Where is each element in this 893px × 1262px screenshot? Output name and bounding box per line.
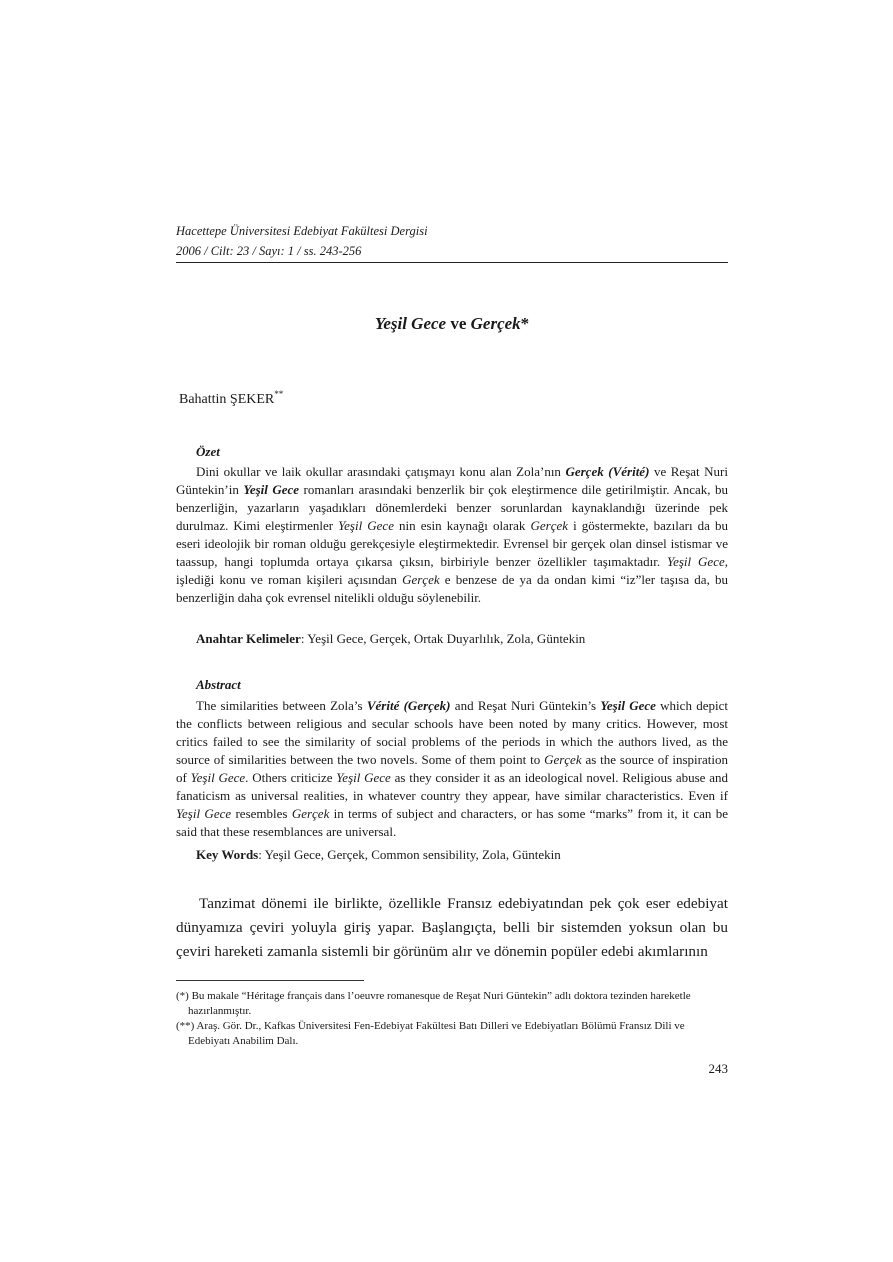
abstract-keywords-list: : Yeşil Gece, Gerçek, Common sensibility, Zola, Güntekin bbox=[258, 847, 561, 862]
author-footnote-mark: ** bbox=[274, 389, 284, 399]
abstract-text: and Reşat Nuri Güntekin’s bbox=[450, 698, 601, 713]
ozet-text: nin esin kaynağı olarak bbox=[393, 518, 531, 533]
abstract-paragraph bbox=[176, 697, 728, 841]
abstract-heading: Abstract bbox=[196, 677, 241, 692]
abstract-text: as they consider it as an ideological novel. Religious abuse and fanaticism as universal realities, in whatever country they appear, have similar characteristics. Even if bbox=[176, 770, 728, 803]
author-name: Bahattin ŞEKER bbox=[179, 392, 275, 407]
abstract-text: in terms of subject and characters, or has some “marks” from it, it can be said that these resemblances are universal. bbox=[176, 806, 729, 839]
ozet-text: , işlediği konu ve roman kişileri açısından bbox=[176, 554, 728, 587]
abstract-text: resembles bbox=[231, 806, 292, 821]
article-title bbox=[176, 314, 728, 334]
footnote-1: (*) Bu makale “Héritage français dans l’oeuvre romanesque de Reşat Nuri Güntekin” adlı doktora tezinden hareketle hazırlanmıştır. bbox=[176, 990, 691, 1017]
title-connector: ve bbox=[446, 314, 471, 333]
author-line bbox=[179, 389, 283, 408]
abstract-title-ref: Yeşil Gece bbox=[176, 806, 232, 821]
abstract-title-ref: Yeşil Gece bbox=[190, 770, 246, 785]
ozet-heading: Özet bbox=[196, 444, 220, 459]
title-footnote-mark: * bbox=[520, 314, 530, 333]
ozet-text: ve Reşat Nuri Güntekin’in bbox=[176, 464, 728, 497]
header-rule bbox=[176, 262, 728, 263]
journal-header bbox=[176, 221, 428, 261]
ozet-keywords-list: : Yeşil Gece, Gerçek, Ortak Duyarlılık, Zola, Güntekin bbox=[300, 631, 586, 646]
ozet-paragraph bbox=[176, 463, 728, 607]
abstract-keywords bbox=[196, 847, 561, 863]
page-number: 243 bbox=[708, 1061, 728, 1076]
ozet-text: i göstermekte, bazıları da bu eseri ideolojik bir roman olduğu gerekçesiyle eleştirmektedir. Evrensel bir gerçek olan dinsel istismar ve taassup, hangi toplumda ortaya çıkarsa çıksın, birbiriyle benzer özellikler taşımaktadır. bbox=[176, 518, 728, 569]
ozet-title-ref: Gerçek bbox=[402, 572, 440, 587]
abstract-title-verite: Vérité (Gerçek) bbox=[366, 698, 451, 713]
journal-issue: 2006 / Cilt: 23 / Sayı: 1 / ss. 243-256 bbox=[176, 244, 362, 258]
abstract-title-ref: Yeşil Gece bbox=[336, 770, 391, 785]
abstract-text: . Others criticize bbox=[245, 770, 337, 785]
ozet-text: e benzese de ya da ondan kimi “iz”ler taşısa da, bu benzerliğin daha çok evrensel nitelikli olduğu söylenebilir. bbox=[176, 572, 729, 605]
abstract-title-ref: Gerçek bbox=[544, 752, 582, 767]
ozet-title-verite: Gerçek (Vérité) bbox=[565, 464, 650, 479]
abstract-text: which depict the conflicts between religious and secular schools have been noted by many critics. However, most critics failed to see the similarity of social problems of the periods in which the authors lived, as the source of similarities between the two novels. Some of them point to bbox=[176, 698, 728, 767]
ozet-keywords-label: Anahtar Kelimeler bbox=[196, 631, 301, 646]
abstract-title-yesil-gece: Yeşil Gece bbox=[600, 698, 656, 713]
ozet-title-yesil-gece: Yeşil Gece bbox=[243, 482, 300, 497]
abstract-title-ref: Gerçek bbox=[291, 806, 330, 821]
abstract-keywords-label: Key Words bbox=[196, 847, 259, 862]
ozet-title-ref: Gerçek bbox=[530, 518, 569, 533]
title-part2: Gerçek bbox=[470, 314, 521, 333]
ozet-title-ref: Yeşil Gece bbox=[338, 518, 394, 533]
journal-name: Hacettepe Üniversitesi Edebiyat Fakültesi Dergisi bbox=[176, 224, 428, 238]
ozet-title-ref: Yeşil Gece bbox=[667, 554, 725, 569]
footnote-rule bbox=[176, 980, 364, 981]
abstract-text: as the source of inspiration of bbox=[176, 752, 728, 785]
title-part1: Yeşil Gece bbox=[374, 314, 447, 333]
abstract-text: The similarities between Zola’s bbox=[196, 698, 367, 713]
footnote-2: (**) Araş. Gör. Dr., Kafkas Üniversitesi Fen-Edebiyat Fakültesi Batı Dilleri ve Edebiyatları Bölümü Fransız Dili ve Edebiyatı Anabilim Dalı. bbox=[176, 1020, 685, 1047]
ozet-text: romanları arasındaki benzerlik bir çok eleştirmence dile getirilmiştir. Ancak, bu benzerliğin, yazarların yaşadıkları dönemlerdeki benzer sorunlardan kaynaklandığı üzerinde pek durulmaz. Kimi eleştirmenler bbox=[176, 482, 728, 533]
body-paragraph: Tanzimat dönemi ile birlikte, özellikle Fransız edebiyatından pek çok eser edebiyat dünyamıza çeviri yoluyla giriş yapar. Başlangıçta, belli bir sistemden yoksun olan bu çeviri hareketi zamanla sistemli bir görünüm alır ve dönemin popüler edebi akımlarının bbox=[176, 895, 728, 960]
ozet-keywords bbox=[196, 631, 585, 647]
ozet-text: Dini okullar ve laik okullar arasındaki çatışmayı konu alan Zola’nın bbox=[196, 464, 566, 479]
